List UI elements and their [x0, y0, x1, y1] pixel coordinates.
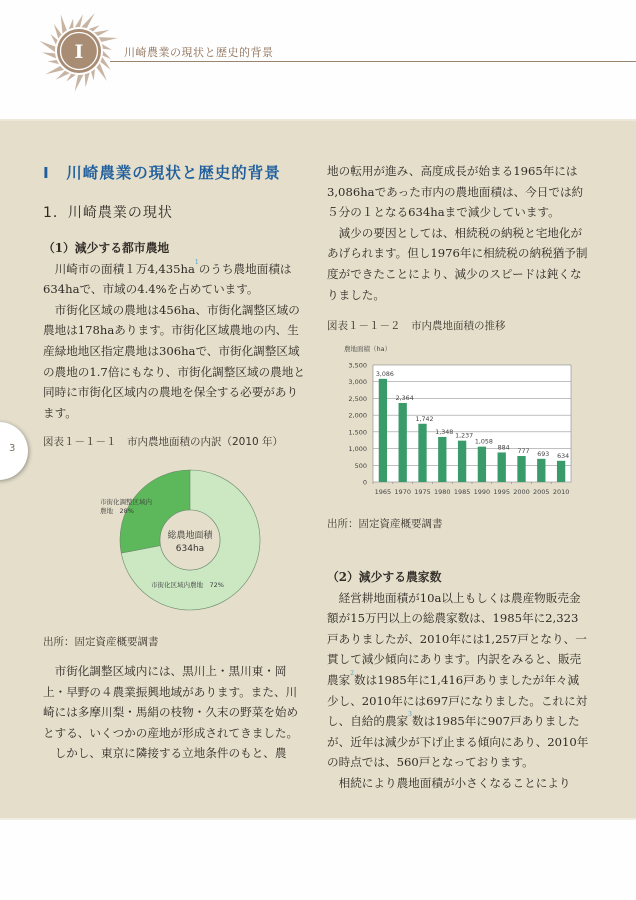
y-tick-label: 500	[354, 461, 367, 470]
figure-2-title: 図表１－１－２ 市内農地面積の推移	[327, 320, 506, 332]
bar	[379, 379, 387, 482]
bar-value-label: 884	[497, 444, 510, 452]
y-tick-label: 0	[362, 478, 367, 487]
bar-value-label: 777	[517, 448, 530, 456]
subsection-1-title: （1）減少する都市農地	[43, 241, 170, 255]
bar-value-label: 634	[557, 452, 570, 460]
bar	[517, 456, 525, 482]
para-text: 数は1985年に1,416戸ありましたが年々減少し、2010年には697戸になりました。これに対し、自給的農家	[327, 672, 588, 729]
bar	[498, 452, 506, 482]
x-tick-label: 1995	[493, 488, 510, 496]
bar-value-label: 1,348	[435, 428, 454, 436]
bar	[458, 441, 466, 482]
header-title: 川崎農業の現状と歴史的背景	[124, 46, 274, 59]
bar	[537, 459, 545, 482]
bar	[438, 437, 446, 482]
bar	[478, 447, 486, 482]
left-para-3: 市街化調整区域内には、黒川上・黒川東・岡上・早野の４農業振興地域があります。また、川崎には多摩川梨・馬絹の枝物・久末の野菜を始めとする、いくつかの産地が形成されてきました。	[43, 664, 299, 740]
x-tick-label: 1965	[374, 488, 392, 496]
y-tick-label: 1,500	[348, 428, 367, 437]
donut-center-value: 634ha	[175, 544, 205, 554]
emblem-numeral: I	[74, 41, 84, 63]
bar	[399, 403, 407, 482]
bar	[418, 424, 426, 482]
left-column-bottom	[43, 661, 305, 764]
y-tick-label: 3,000	[348, 378, 367, 387]
footnote-marker[interactable]: 2	[350, 669, 355, 677]
left-para-4: しかし、東京に隣接する立地条件のもと、農	[54, 746, 287, 761]
figure-1-source: 出所：固定資産概要調書	[43, 636, 159, 648]
y-tick-label: 1,000	[348, 445, 367, 454]
x-tick-label: 1975	[414, 488, 431, 496]
footnote-marker[interactable]: 3	[408, 711, 412, 719]
header-rule	[110, 61, 636, 62]
donut-chart	[95, 468, 285, 618]
right-column-top	[327, 161, 589, 305]
band-bottom-edge	[0, 818, 636, 820]
subsection-2-para-2: 相続により農地面積が小さくなることにより	[338, 775, 571, 790]
bar-value-label: 1,237	[455, 432, 474, 440]
slice-label: 市街化区域内農地 72%	[151, 581, 224, 589]
figure-1-title: 図表１－１－１ 市内農地面積の内訳（2010 年）	[43, 436, 284, 448]
right-para-2: 減少の要因としては、相続税の納税と宅地化があげられます。但し1976年に相続税の納税猶予制度ができたことにより、減少のスピードは鈍くなりました。	[327, 225, 588, 302]
y-tick-label: 2,500	[348, 394, 367, 403]
para-text: 経営耕地面積が10a以上もしくは農産物販売金額が15万円以上の総農家数は、1985年に2,323戸ありましたが、2010年には1,257戸となり、一貫して減少傾向にあります。内訳をみると、販	[327, 590, 587, 667]
para-text: 数は1985年に907戸ありましたが、近年は減少が下げ止まる傾向にあり、2010年の時点では、560戸となっております。	[327, 714, 589, 770]
figure-2-source: 出所：固定資産概要調書	[327, 518, 443, 530]
sunburst-emblem-icon	[38, 10, 120, 92]
subsection-1-para-1	[43, 259, 305, 300]
right-para-1: 地の転用が進み、高度成長が始まる1965年には3,086haであった市内の農地面積は、今日では約５分の１となる634haまで減少しています。	[327, 164, 584, 220]
x-tick-label: 1970	[394, 488, 411, 496]
para-text: 川崎市の面積１万4,435ha	[54, 261, 195, 276]
subsection-2-title: （2）減少する農家数	[327, 570, 442, 584]
footnote-marker[interactable]: 1	[194, 258, 199, 266]
chapter-title: Ⅰ 川崎農業の現状と歴史的背景	[43, 164, 281, 182]
chapter-emblem	[38, 10, 120, 92]
bar-chart	[326, 340, 576, 502]
x-tick-label: 1985	[453, 488, 471, 496]
slice-label: 市街化調整区域内	[100, 498, 152, 506]
bar-value-label: 1,742	[415, 415, 434, 423]
subsection-2-para-1	[327, 588, 589, 773]
bar-value-label: 2,364	[395, 394, 414, 402]
donut-center-label: 総農地面積	[167, 531, 213, 541]
para-text: のうち農地面積は634haで、市域の4.4%を占めています。	[43, 261, 292, 297]
left-column-top	[43, 238, 305, 423]
right-column-bottom	[327, 567, 589, 794]
bar-value-label: 693	[537, 450, 550, 458]
subsection-1-para-2: 市街化区域の農地は456ha、市街化調整区域の農地は178haあります。市街化区域農地の内、生産緑地地区指定農地は306haで、市街化調整区域の農地の1.7倍にもなり、市街化調整区域の農地と同時に市街化区域内の農地を保全する必要があります。	[43, 302, 305, 420]
emblem-ray	[75, 72, 85, 92]
slice-label: 農地 28%	[100, 507, 134, 515]
y-axis-label: 農地面積（ha）	[344, 345, 392, 353]
emblem-ray	[39, 41, 57, 54]
x-tick-label: 1990	[473, 488, 491, 496]
section-title: 1．川崎農業の現状	[43, 205, 173, 221]
x-tick-label: 1980	[434, 488, 451, 496]
para-text: 売農家	[327, 652, 582, 687]
x-tick-label: 2000	[513, 488, 530, 496]
x-tick-label: 2005	[533, 488, 550, 496]
bar-value-label: 3,086	[375, 370, 394, 378]
y-tick-label: 2,000	[348, 411, 367, 420]
bar	[557, 461, 565, 482]
y-tick-label: 3,500	[348, 361, 367, 370]
x-tick-label: 2010	[552, 488, 570, 496]
page-number: 3	[9, 443, 16, 454]
bar-value-label: 1,058	[474, 438, 493, 446]
